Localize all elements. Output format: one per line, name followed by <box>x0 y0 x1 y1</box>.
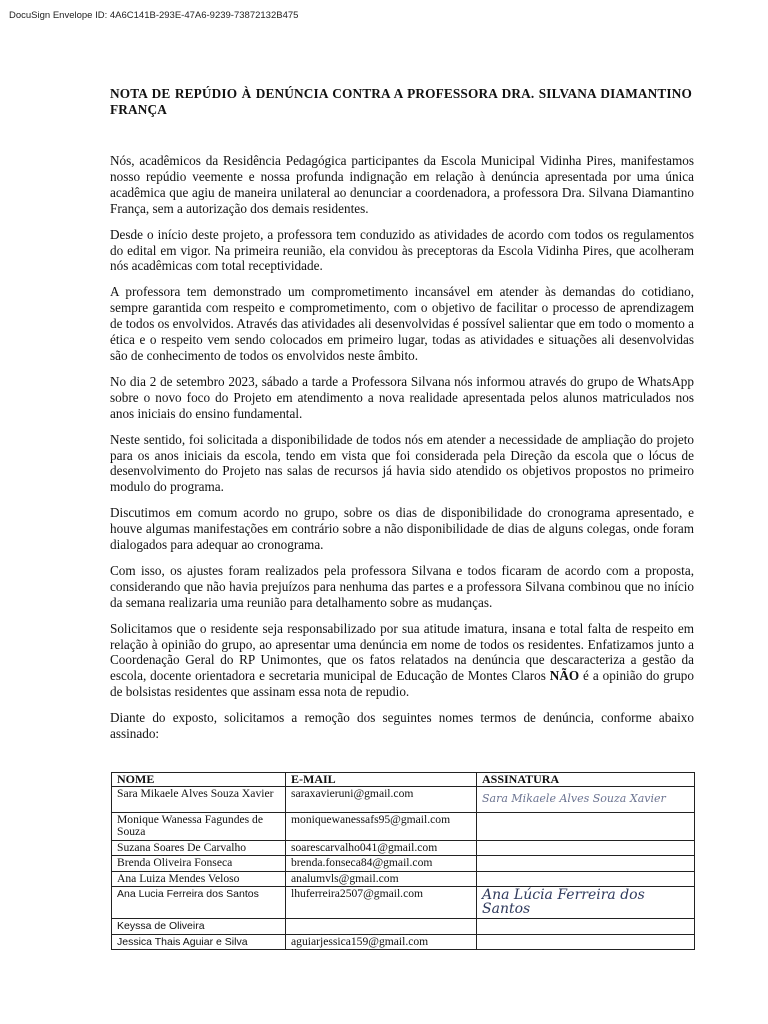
paragraph-5: Neste sentido, foi solicitada a disponibilidade de todos nós em atender a necessidade de ampliação do projeto para os anos iniciais da escola, tendo em vista que foi considerada pela Direção da escola que o lócus de desenvolvimento do Projeto nas salas de recursos já havia sido atendido os objetivos propostos no primeiro modulo do programa. <box>110 431 694 495</box>
cell-name: Brenda Oliveira Fonseca <box>112 856 286 872</box>
cell-signature <box>477 871 695 887</box>
cell-email: brenda.fonseca84@gmail.com <box>286 856 477 872</box>
table-row <box>112 919 695 935</box>
paragraph-6: Discutimos em comum acordo no grupo, sobre os dias de disponibilidade do cronograma apresentado, e houve algumas manifestações em contrário sobre a não disponibilidade de dias de alguns colegas, onde foram dialogados para adequar ao cronograma. <box>110 505 694 553</box>
table-row <box>112 856 695 872</box>
cell-name: Monique Wanessa Fagundes de Souza <box>112 812 286 840</box>
cell-email: soarescarvalho041@gmail.com <box>286 840 477 856</box>
cell-signature <box>477 840 695 856</box>
paragraph-1: Nós, acadêmicos da Residência Pedagógica participantes da Escola Municipal Vidinha Pires, manifestamos nosso repúdio veemente e nossa profunda indignação em relação à denúncia apresentada por uma única acadêmica que agiu de maneira unilateral ao denunciar a coordenadora, a professora Dra. Silvana Diamantino França, sem a autorização dos demais residentes. <box>110 153 694 216</box>
paragraph-8-emphasis: NÃO <box>549 668 580 684</box>
docusign-envelope-id: DocuSign Envelope ID: 4A6C141B-293E-47A6-9239-73872132B475 <box>9 10 299 21</box>
cell-signature <box>477 887 695 919</box>
header-signature: ASSINATURA <box>477 773 695 787</box>
table-header-row <box>112 773 695 787</box>
table-row <box>112 812 695 840</box>
cell-name: Suzana Soares De Carvalho <box>112 840 286 856</box>
cell-email: analumvls@gmail.com <box>286 871 477 887</box>
paragraph-2: Desde o início deste projeto, a professora tem conduzido as atividades de acordo com todos os regulamentos do edital em vigor. Na primeira reunião, ela convidou às preceptoras da Escola Vidinha Pires, que acolheram nós acadêmicas com total receptividade. <box>110 226 694 274</box>
header-name: NOME <box>112 773 286 787</box>
handwritten-signature: Sara Mikaele Alves Souza Xavier <box>482 791 666 805</box>
cell-name: Jessica Thais Aguiar e Silva <box>112 934 286 950</box>
cell-name: Ana Luiza Mendes Veloso <box>112 871 286 887</box>
paragraph-8-text: Solicitamos que o residente seja responsabilizado por sua atitude imatura, insana e total falta de respeito em relação à opinião do grupo, ao apresentar uma denúncia em nome de todos os residentes. Enfatizamos junto a Coordenação Geral do RP Unimontes, que os fatos relatados na denúncia que descaracteriza a gestão da escola, docente orientadora e secretaria municipal de Educação de Montes Claros <box>110 620 694 684</box>
cell-email <box>286 919 477 935</box>
handwritten-signature: Ana Lúcia Ferreira dos Santos <box>482 887 645 917</box>
cell-name: Keyssa de Oliveira <box>112 919 286 935</box>
cell-email: moniquewanessafs95@gmail.com <box>286 812 477 840</box>
table-row <box>112 934 695 950</box>
header-email: E-MAIL <box>286 773 477 787</box>
table-row <box>112 786 695 812</box>
cell-signature <box>477 812 695 840</box>
cell-name: Sara Mikaele Alves Souza Xavier <box>112 786 286 812</box>
cell-signature <box>477 856 695 872</box>
paragraph-4: No dia 2 de setembro 2023, sábado a tarde a Professora Silvana nós informou através do grupo de WhatsApp sobre o novo foco do Projeto em atendimento a nova realidade apresentada pelos alunos matriculados nos anos iniciais do ensino fundamental. <box>110 373 694 421</box>
table-row <box>112 887 695 919</box>
signature-table <box>111 772 695 950</box>
paragraph-3: A professora tem demonstrado um comprometimento incansável em atender às demandas do cotidiano, sempre garantida com respeito e comprometimento, com o objetivo de facilitar o processo de aprendizagem de todos os envolvidos. Através das atividades ali desenvolvidas é possível salientar que em todo o momento a ética e o respeito vem sendo colocados em primeiro lugar, todas as atividades e situações ali desenvolvidas são de conhecimento de todos os envolvidos neste âmbito. <box>110 284 694 363</box>
cell-email: saraxavieruni@gmail.com <box>286 786 477 812</box>
cell-email: aguiarjessica159@gmail.com <box>286 934 477 950</box>
table-row <box>112 871 695 887</box>
paragraph-7: Com isso, os ajustes foram realizados pela professora Silvana e todos ficaram de acordo com a proposta, considerando que não havia prejuízos para nenhuma das partes e a professora Silvana combinou que no início da semana realizaria uma reunião para detalhamento sobre as mudanças. <box>110 562 694 610</box>
cell-signature <box>477 786 695 812</box>
paragraph-8-text-end: é a opinião do grupo de bolsistas residentes que assinam essa nota de repudio. <box>110 668 694 700</box>
cell-name: Ana Lucia Ferreira dos Santos <box>112 887 286 919</box>
table-row <box>112 840 695 856</box>
cell-email: lhuferreira2507@gmail.com <box>286 887 477 919</box>
document-title: NOTA DE REPÚDIO À DENÚNCIA CONTRA A PROFESSORA DRA. SILVANA DIAMANTINO FRANÇA <box>110 86 692 117</box>
cell-signature <box>477 934 695 950</box>
paragraph-8 <box>110 621 694 701</box>
closing-paragraph: Diante do exposto, solicitamos a remoção dos seguintes nomes termos de denúncia, conforme abaixo assinado: <box>110 710 694 742</box>
document-body <box>110 153 694 752</box>
cell-signature <box>477 919 695 935</box>
